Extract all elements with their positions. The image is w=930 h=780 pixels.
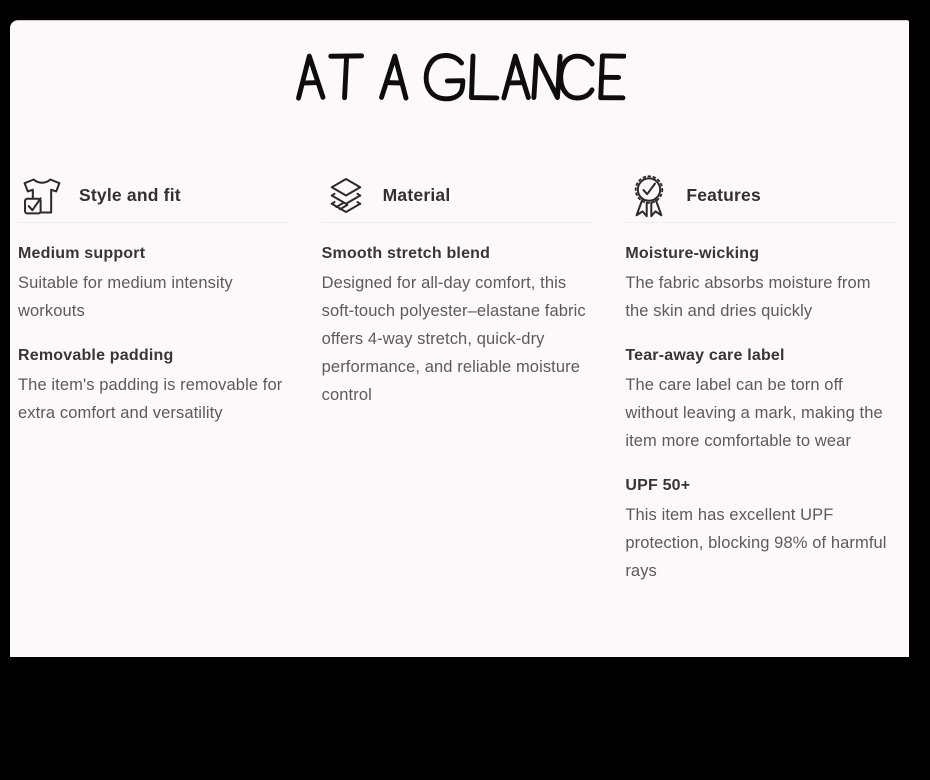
title-art bbox=[294, 47, 626, 105]
column-style-and-fit bbox=[18, 169, 290, 585]
column-header bbox=[625, 169, 897, 223]
item-text: The fabric absorbs moisture from the skin and dries quickly bbox=[625, 274, 871, 320]
item-text: Suitable for medium intensity workouts bbox=[18, 274, 233, 320]
item-heading: Moisture-wicking bbox=[625, 245, 760, 262]
award-badge-icon bbox=[627, 173, 671, 219]
column-label: Material bbox=[382, 185, 451, 205]
column-body bbox=[18, 245, 290, 427]
item-heading: Removable padding bbox=[18, 347, 174, 364]
column-header bbox=[18, 169, 290, 223]
tshirt-check-icon bbox=[20, 174, 64, 218]
glance-columns bbox=[10, 169, 909, 585]
column-label: Style and fit bbox=[79, 185, 181, 205]
item-heading: UPF 50+ bbox=[625, 477, 691, 494]
item-text: Designed for all-day comfort, this soft-touch polyester–elastane fabric offers 4-way stretch, quick-dry performance, and reliable moisture control bbox=[321, 274, 586, 404]
card-title-row bbox=[10, 21, 909, 107]
at-a-glance-card bbox=[10, 20, 909, 657]
item-heading: Tear-away care label bbox=[625, 347, 785, 364]
item-text: The care label can be torn off without leaving a mark, making the item more comfortable to wear bbox=[625, 376, 883, 450]
column-label: Features bbox=[686, 185, 761, 205]
column-features bbox=[625, 169, 897, 585]
item-heading: Smooth stretch blend bbox=[321, 245, 491, 262]
fabric-layers-icon bbox=[324, 174, 368, 218]
item-heading: Medium support bbox=[18, 245, 146, 262]
item-text: This item has excellent UPF protection, blocking 98% of harmful rays bbox=[625, 506, 887, 580]
column-body bbox=[322, 245, 594, 409]
column-header bbox=[322, 169, 594, 223]
column-body bbox=[625, 245, 897, 585]
item-text: The item's padding is removable for extra comfort and versatility bbox=[18, 376, 283, 422]
column-material bbox=[322, 169, 594, 585]
